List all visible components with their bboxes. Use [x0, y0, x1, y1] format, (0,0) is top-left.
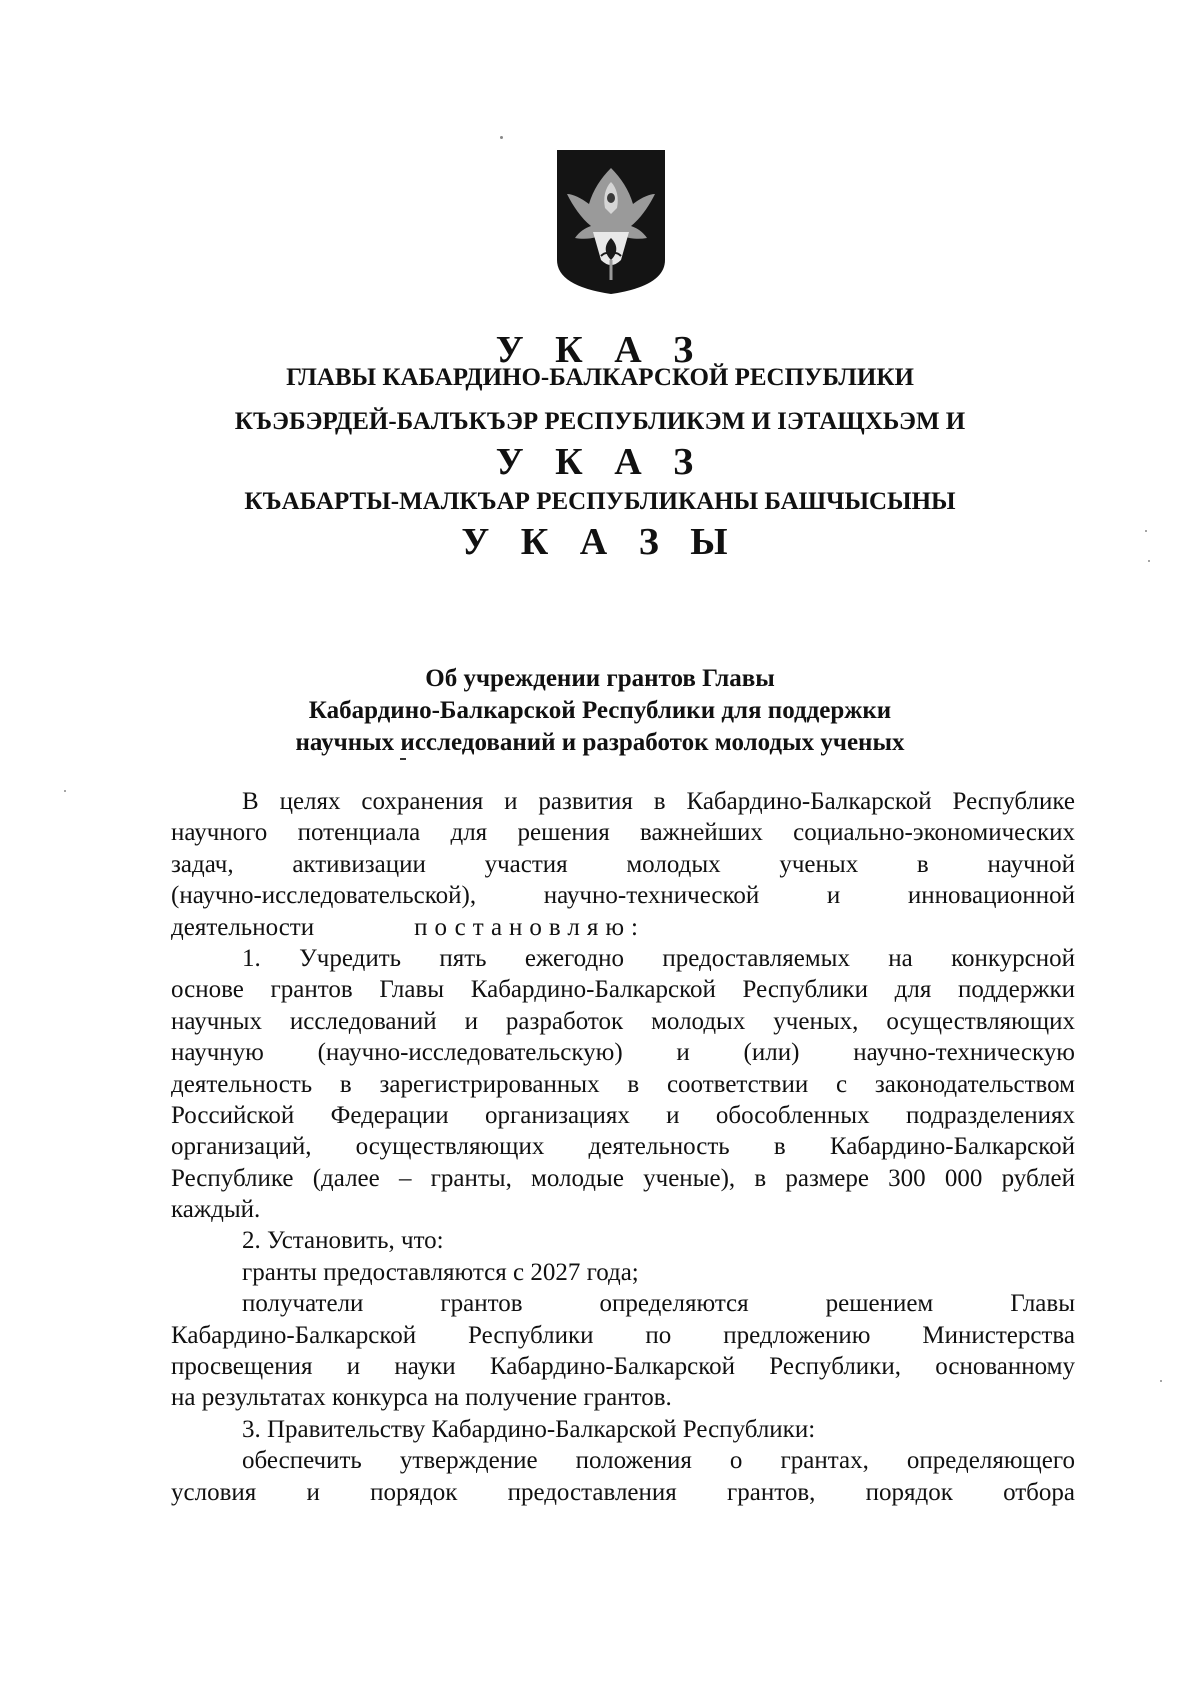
- body-line: условия и порядок предоставления грантов, порядок отбора: [171, 1478, 1075, 1506]
- decree-title-line: Кабардино-Балкарской Республики для поддержки: [308, 697, 892, 724]
- body-line: (научно-исследовательской), научно-технической и инновационной: [171, 882, 1075, 910]
- body-line: организаций, осуществляющих деятельность в Кабардино-Балкарской: [171, 1133, 1075, 1161]
- decree-title-line: научных исследований и разработок молодых ученых: [295, 729, 905, 756]
- body-line: Кабардино-Балкарской Республики по предложению Министерства: [171, 1321, 1075, 1349]
- decree-heading-ukazy: У К А З Ы: [461, 521, 739, 563]
- decree-heading-head-ru: ГЛАВЫ КАБАРДИНО-БАЛКАРСКОЙ РЕСПУБЛИКИ: [286, 364, 914, 391]
- scan-speck: [1148, 560, 1150, 562]
- body-line: научного потенциала для решения важнейших социально-экономических: [171, 819, 1075, 847]
- scan-speck: [64, 790, 66, 792]
- body-line: получатели грантов определяются решением Главы: [242, 1290, 1075, 1318]
- separator-mark: [400, 758, 406, 760]
- body-line: 2. Установить, что:: [242, 1227, 444, 1255]
- body-line: на результатах конкурса на получение грантов.: [171, 1384, 672, 1412]
- body-line: задач, активизации участия молодых ученых в научной: [171, 850, 1075, 878]
- body-line: В целях сохранения и развития в Кабардино-Балкарской Республике: [242, 788, 1075, 815]
- body-line: деятельность в зарегистрированных в соответствии с законодательством: [171, 1070, 1075, 1098]
- body-line: каждый.: [171, 1196, 261, 1224]
- body-line: научную (научно-исследовательскую) и (или) научно-техническую: [171, 1039, 1075, 1067]
- body-line: основе грантов Главы Кабардино-Балкарской Республики для поддержки: [171, 976, 1075, 1004]
- scan-speck: [1145, 530, 1147, 532]
- body-line: Республике (далее – гранты, молодые ученые), в размере 300 000 рублей: [171, 1164, 1075, 1192]
- decree-heading-ukaz: У К А З: [495, 329, 705, 371]
- body-line: 1. Учредить пять ежегодно предоставляемых на конкурсной: [242, 944, 1075, 972]
- body-line: просвещения и науки Кабардино-Балкарской Республики, основанному: [171, 1353, 1075, 1381]
- body-line: 3. Правительству Кабардино-Балкарской Республики:: [242, 1415, 816, 1443]
- scan-speck: [500, 136, 503, 139]
- decree-heading-head-kab: КЪЭБЭРДЕЙ-БАЛЪКЪЭР РЕСПУБЛИКЭМ И ІЭТАЩХЬЭМ И: [234, 408, 966, 435]
- decree-title-line: Об учреждении грантов Главы: [425, 665, 775, 692]
- body-line: обеспечить утверждение положения о грантах, определяющего: [242, 1447, 1075, 1475]
- body-line: [171, 912, 1075, 943]
- decree-verb: постановляю:: [414, 913, 645, 941]
- coat-of-arms-emblem: [555, 148, 667, 296]
- body-line: Российской Федерации организациях и обособленных подразделениях: [171, 1101, 1075, 1129]
- decree-heading-ukaz-kab: У К А З: [495, 441, 705, 483]
- body-line: гранты предоставляются с 2027 года;: [242, 1258, 639, 1286]
- decree-body: [171, 786, 1075, 1508]
- body-line: научных исследований и разработок молодых ученых, осуществляющих: [171, 1007, 1075, 1035]
- decree-heading-head-balk: КЪАБАРТЫ-МАЛКЪАР РЕСПУБЛИКАНЫ БАШЧЫСЫНЫ: [244, 488, 956, 515]
- scan-speck: [1160, 1380, 1162, 1382]
- decree-title: [0, 663, 1200, 759]
- body-text: деятельности: [171, 913, 315, 941]
